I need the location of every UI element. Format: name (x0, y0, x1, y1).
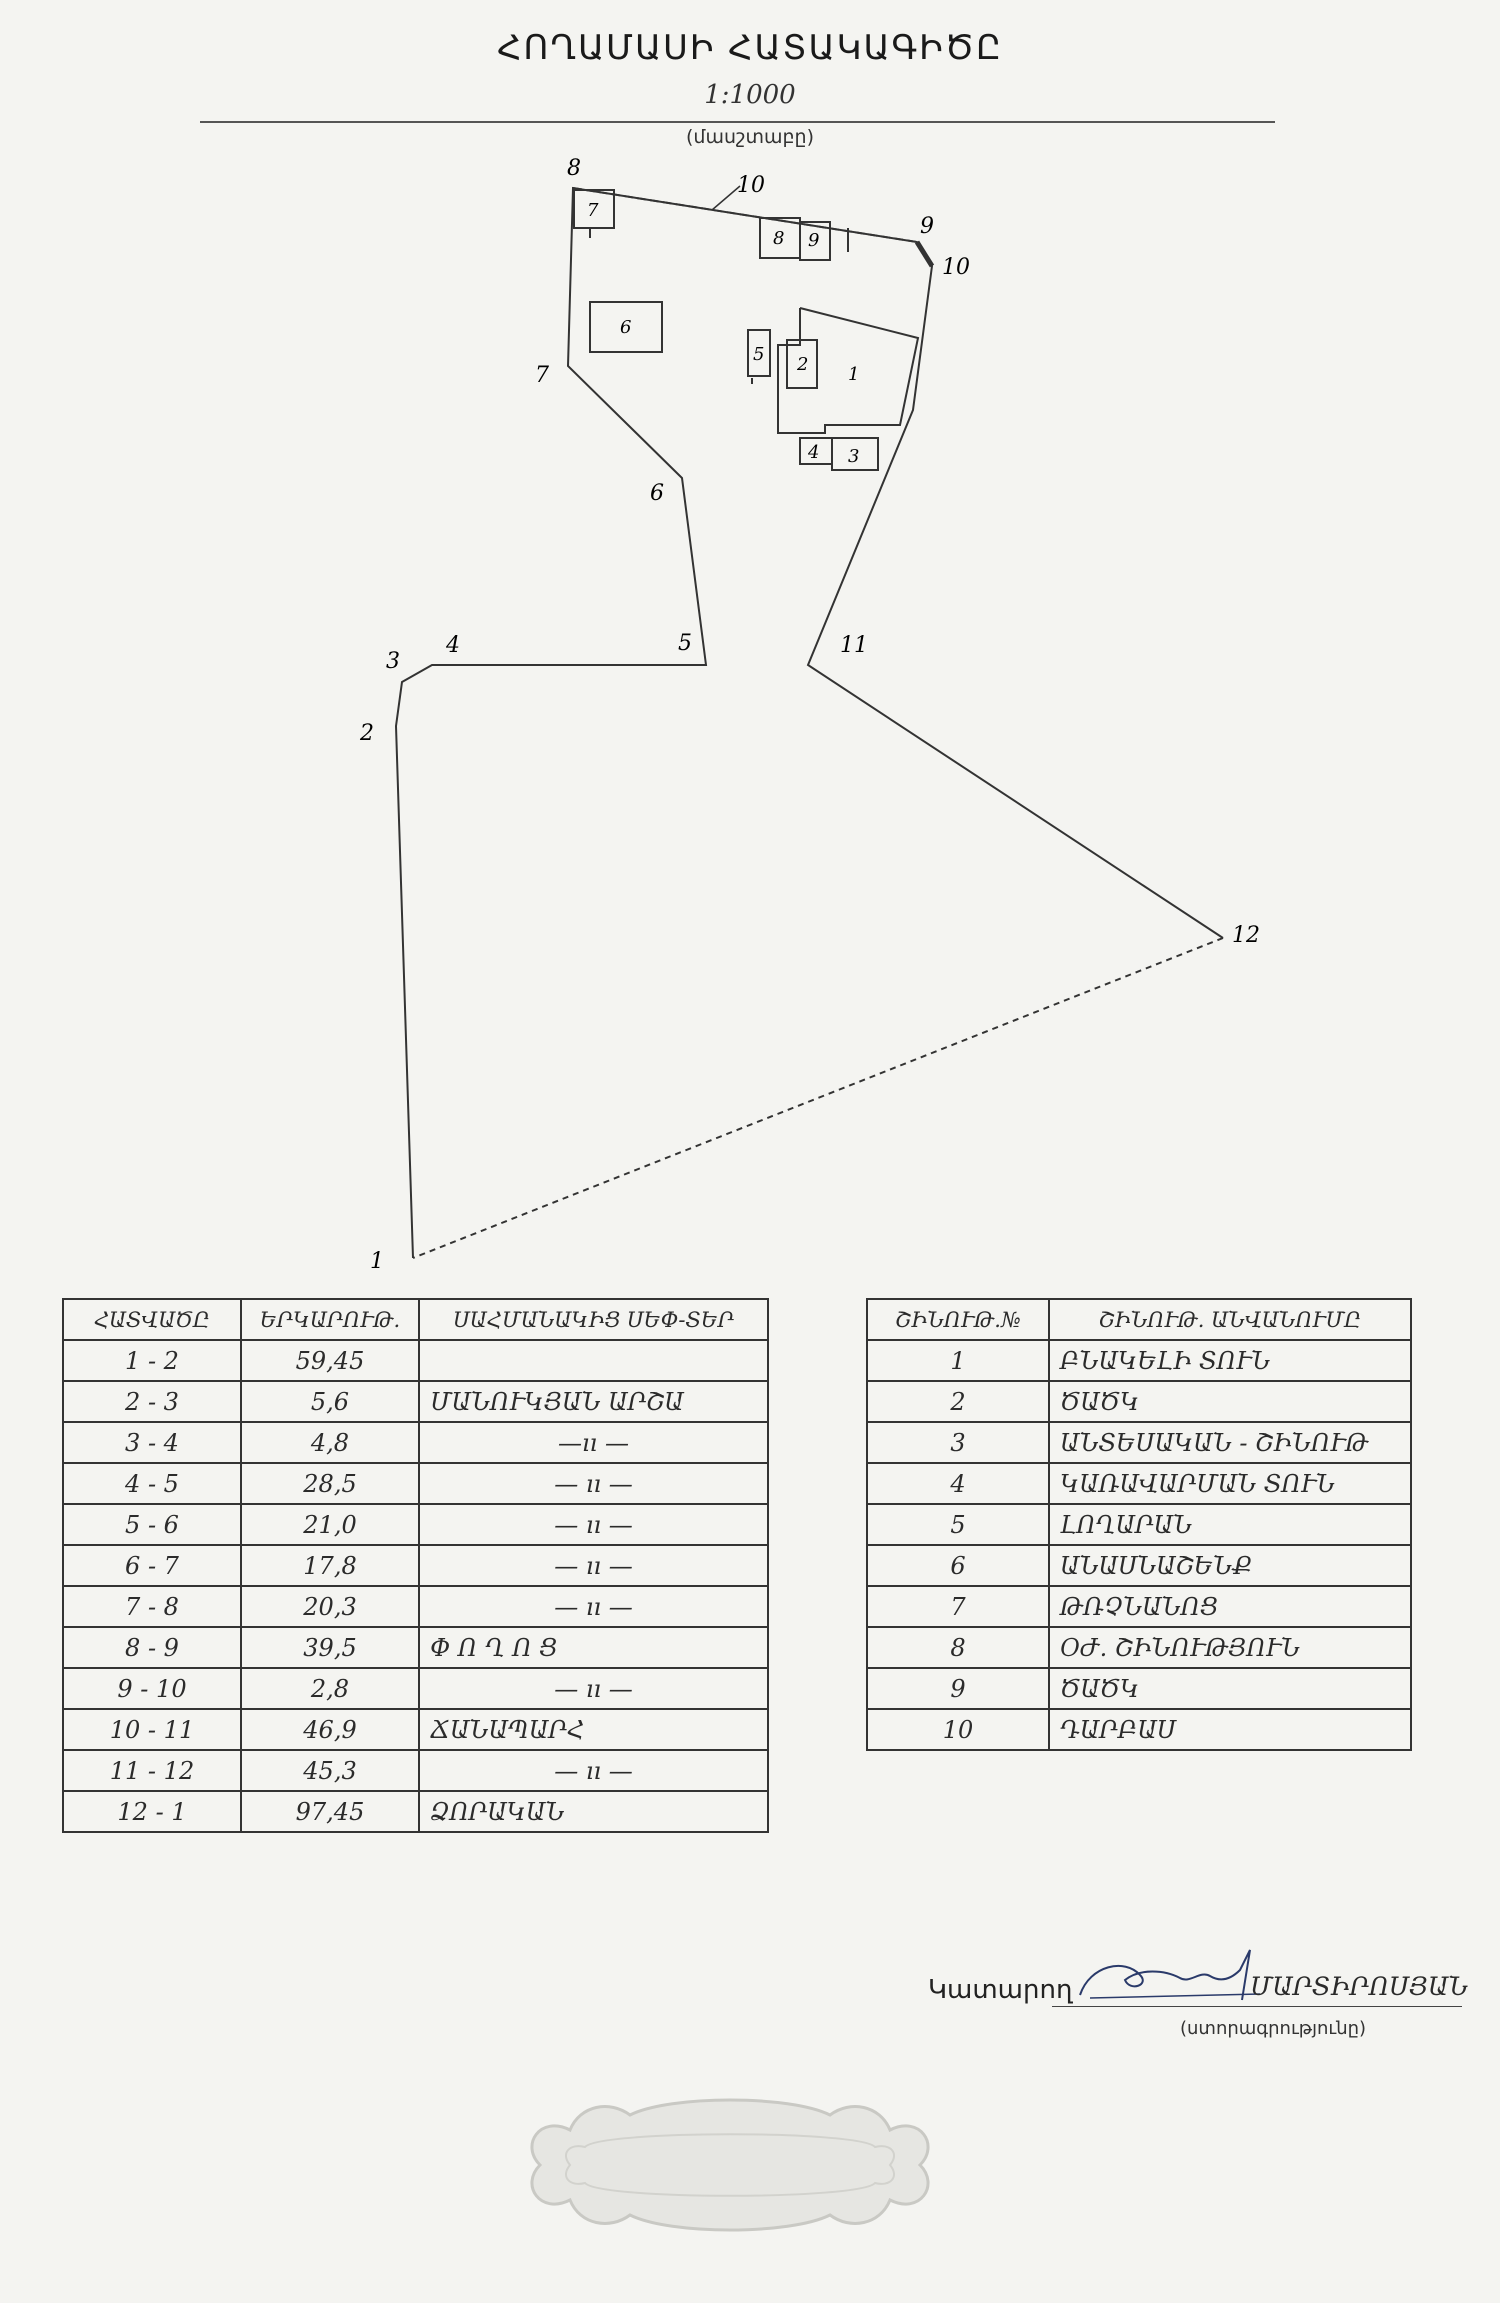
point-label-1: 1 (370, 1249, 384, 1274)
table-row (867, 1545, 1411, 1586)
building-label-8: 8 (773, 228, 785, 249)
boundary-segment-9-10 (917, 242, 932, 266)
segment-cell: 3 - 4 (63, 1422, 241, 1463)
table-row (63, 1668, 768, 1709)
length-cell: 5,6 (241, 1381, 419, 1422)
neighbor-cell (419, 1340, 768, 1381)
segment-cell: 9 - 10 (63, 1668, 241, 1709)
building-label-2: 2 (797, 354, 809, 375)
point-label-12: 12 (1232, 923, 1260, 948)
neighbor-cell: — ıı — (419, 1463, 768, 1504)
building-no-cell: 2 (867, 1381, 1049, 1422)
table-row (63, 1791, 768, 1832)
building-name-cell: ԲՆԱԿԵԼԻ ՏՈՒՆ (1049, 1340, 1411, 1381)
lines-table-header (63, 1299, 768, 1340)
neighbor-cell: — ıı — (419, 1750, 768, 1791)
length-cell: 4,8 (241, 1422, 419, 1463)
header-neighbor: ՍԱՀՄԱՆԱԿԻՑ ՍԵՓ-ՏԵՐ (419, 1299, 768, 1340)
segment-cell: 10 - 11 (63, 1709, 241, 1750)
table-row (63, 1340, 768, 1381)
building-no-cell: 7 (867, 1586, 1049, 1627)
building-name-cell: ԱՆԱՍՆԱՇԵՆՔ (1049, 1545, 1411, 1586)
table-row (867, 1422, 1411, 1463)
building-no-cell: 8 (867, 1627, 1049, 1668)
length-cell: 2,8 (241, 1668, 419, 1709)
decorative-seal-frame (500, 2075, 960, 2255)
building-name-cell: ԱՆՏԵՍԱԿԱՆ - ՇԻՆՈՒԹ (1049, 1422, 1411, 1463)
building-no-cell: 10 (867, 1709, 1049, 1750)
plot-boundary (396, 188, 1223, 1258)
boundary-lines-table (62, 1298, 769, 1833)
building-name-cell: ԾԱԾԿ (1049, 1381, 1411, 1422)
document-title: ՀՈՂԱՄԱՍԻ ՀԱՏԱԿԱԳԻԾԸ (497, 28, 1003, 68)
building-no-cell: 5 (867, 1504, 1049, 1545)
point-label-7: 7 (535, 363, 549, 388)
length-cell: 20,3 (241, 1586, 419, 1627)
point-label-4: 4 (446, 633, 460, 658)
segment-cell: 7 - 8 (63, 1586, 241, 1627)
building-label-9: 9 (808, 230, 820, 251)
segment-cell: 2 - 3 (63, 1381, 241, 1422)
neighbor-cell: Փ Ո Ղ Ո Ց (419, 1627, 768, 1668)
building-label-5: 5 (753, 344, 765, 365)
table-row (867, 1504, 1411, 1545)
building-name-cell: ԹՌՉՆԱՆՈՑ (1049, 1586, 1411, 1627)
segment-cell: 4 - 5 (63, 1463, 241, 1504)
segment-cell: 12 - 1 (63, 1791, 241, 1832)
header-building-name: ՇԻՆՈՒԹ. ԱՆՎԱՆՈՒՄԸ (1049, 1299, 1411, 1340)
length-cell: 28,5 (241, 1463, 419, 1504)
point-label-3: 3 (386, 649, 400, 674)
table-row (867, 1381, 1411, 1422)
header-building-no: ՇԻՆՈՒԹ.№ (867, 1299, 1049, 1340)
point-label-6: 6 (650, 481, 664, 506)
building-name-cell: ԾԱԾԿ (1049, 1668, 1411, 1709)
building-label-7: 7 (587, 200, 599, 221)
table-row (63, 1504, 768, 1545)
point-10-leader (712, 186, 740, 210)
scale-caption: (մասշտաբը) (686, 126, 814, 148)
length-cell: 45,3 (241, 1750, 419, 1791)
building-name-cell: ԼՈՂԱՐԱՆ (1049, 1504, 1411, 1545)
length-cell: 39,5 (241, 1627, 419, 1668)
building-name-cell: ԴԱՐԲԱՍ (1049, 1709, 1411, 1750)
table-row (63, 1381, 768, 1422)
segment-cell: 11 - 12 (63, 1750, 241, 1791)
point-label-5: 5 (678, 631, 692, 656)
point-label-10: 10 (942, 255, 970, 280)
neighbor-cell: —ıı — (419, 1422, 768, 1463)
neighbor-cell: ՃԱՆԱՊԱՐՀ (419, 1709, 768, 1750)
segment-cell: 6 - 7 (63, 1545, 241, 1586)
point-label-2: 2 (360, 721, 374, 746)
building-name-cell: ՕԺ. ՇԻՆՈՒԹՅՈՒՆ (1049, 1627, 1411, 1668)
table-row (867, 1463, 1411, 1504)
building-no-cell: 4 (867, 1463, 1049, 1504)
table-row (63, 1545, 768, 1586)
table-row (63, 1422, 768, 1463)
table-row (867, 1586, 1411, 1627)
length-cell: 21,0 (241, 1504, 419, 1545)
table-row (63, 1750, 768, 1791)
point-label-10-extra: 10 (737, 173, 765, 198)
table-row (867, 1668, 1411, 1709)
length-cell: 46,9 (241, 1709, 419, 1750)
point-label-8: 8 (567, 156, 581, 181)
point-label-9: 9 (920, 214, 934, 239)
length-cell: 17,8 (241, 1545, 419, 1586)
neighbor-cell: — ıı — (419, 1504, 768, 1545)
table-row (63, 1586, 768, 1627)
signature-caption: (ստորագրությունը) (1180, 2018, 1367, 2039)
table-row (63, 1709, 768, 1750)
handwritten-signature (1070, 1940, 1270, 2010)
building-name-cell: ԿԱՌԱՎԱՐՄԱՆ ՏՈՒՆ (1049, 1463, 1411, 1504)
length-cell: 59,45 (241, 1340, 419, 1381)
boundary-segment-12-1 (413, 938, 1223, 1258)
building-no-cell: 9 (867, 1668, 1049, 1709)
scale-value: 1:1000 (704, 80, 796, 110)
neighbor-cell: ՄԱՆՈՒԿՅԱՆ ԱՐՇԱ (419, 1381, 768, 1422)
neighbor-cell: ՁՈՐԱԿԱՆ (419, 1791, 768, 1832)
neighbor-cell: — ıı — (419, 1545, 768, 1586)
point-label-11: 11 (840, 633, 868, 658)
building-no-cell: 1 (867, 1340, 1049, 1381)
table-row (63, 1627, 768, 1668)
table-row (867, 1340, 1411, 1381)
building-no-cell: 6 (867, 1545, 1049, 1586)
segment-cell: 5 - 6 (63, 1504, 241, 1545)
executor-label: Կատարող (928, 1975, 1073, 2005)
table-row (867, 1709, 1411, 1750)
table-row (867, 1627, 1411, 1668)
building-label-4: 4 (808, 442, 820, 463)
neighbor-cell: — ıı — (419, 1586, 768, 1627)
buildings-table-header (867, 1299, 1411, 1340)
building-label-1: 1 (848, 364, 860, 385)
executor-name: ՄԱՐՏԻՐՈՍՅԱՆ (1250, 1972, 1469, 2001)
neighbor-cell: — ıı — (419, 1668, 768, 1709)
table-row (63, 1463, 768, 1504)
segment-cell: 1 - 2 (63, 1340, 241, 1381)
header-length: ԵՐԿԱՐՈՒԹ. (241, 1299, 419, 1340)
building-no-cell: 3 (867, 1422, 1049, 1463)
segment-cell: 8 - 9 (63, 1627, 241, 1668)
building-label-3: 3 (848, 446, 860, 467)
building-label-6: 6 (620, 317, 632, 338)
length-cell: 97,45 (241, 1791, 419, 1832)
header-segment: ՀԱՏՎԱԾԸ (63, 1299, 241, 1340)
buildings-table (866, 1298, 1412, 1751)
